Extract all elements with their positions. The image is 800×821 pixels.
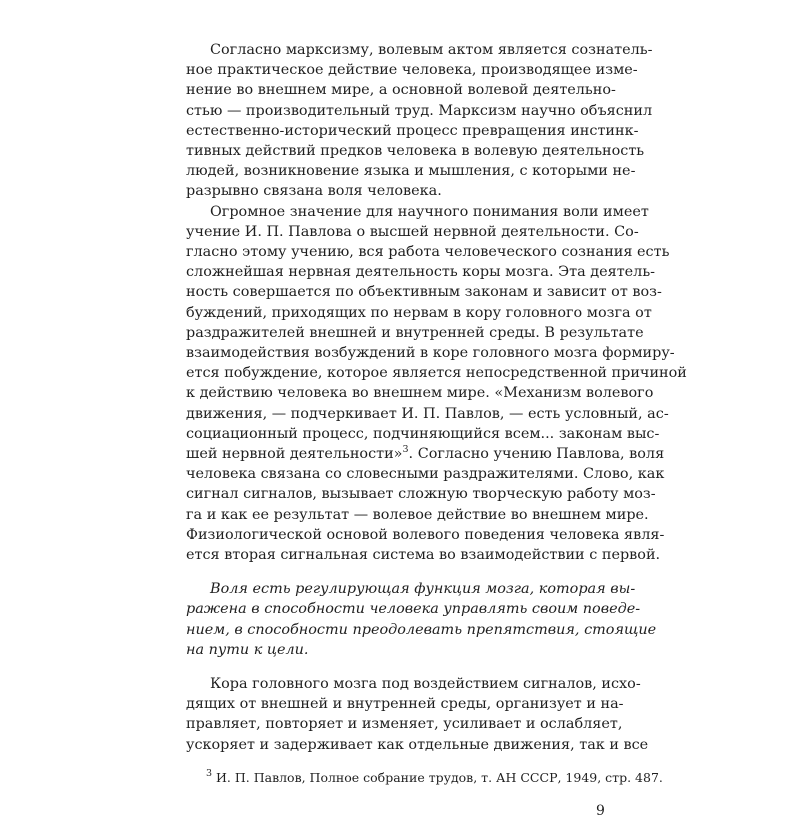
text-line	[186, 444, 665, 464]
text-line: к действию человека во внешнем мире. «Механизм волевого	[186, 385, 654, 402]
text-line: ускоряет и задерживает как отдельные движения, так и все	[186, 736, 649, 753]
text-line: ется побуждение, которое является непосредственной причиной	[186, 365, 687, 382]
text-line: сложнейшая нервная деятельность коры мозга. Эта деятель-	[186, 264, 656, 281]
page-number: 9	[596, 802, 605, 819]
text-line: людей, возникновение языка и мышления, с которыми не-	[186, 163, 636, 180]
text-line: социационный процесс, подчиняющийся всем... законам выс-	[186, 425, 660, 442]
text-line: гласно этому учению, вся работа человеческого сознания есть	[186, 244, 670, 260]
text-line: га и как ее результат — волевое действие во внешнем мире.	[186, 506, 649, 523]
footnote-reference[interactable]: 3	[402, 444, 409, 455]
footnote	[206, 769, 663, 787]
text-line: взаимодействия возбуждений в коре головного мозга формиру-	[186, 345, 675, 361]
text-line: тивных действий предков человека в волевую деятельность	[186, 143, 645, 159]
text-line: ное практическое действие человека, производящее изме-	[186, 62, 638, 79]
definition-line: Воля есть регулирующая функция мозга, которая вы-	[210, 581, 636, 598]
text-line: Согласно марксизму, волевым актом является сознатель-	[210, 42, 653, 58]
text-line: дящих от внешней и внутренней среды, организует и на-	[186, 696, 624, 713]
definition-line: на пути к цели.	[186, 641, 309, 658]
definition-line: ражена в способности человека управлять своим поведе-	[186, 601, 641, 618]
text-line: раздражителей внешней и внутренней среды. В результате	[186, 324, 644, 341]
text-line: стью — производительный труд. Марксизм научно объяснил	[186, 102, 653, 119]
text-line: ность совершается по объективным законам и зависит от воз-	[186, 284, 662, 301]
text-line: разрывно связана воля человека.	[186, 183, 442, 200]
text-line: Кора головного мозга под воздействием сигналов, исхо-	[210, 676, 641, 692]
text-fragment: шей нервной деятельности»	[186, 446, 403, 462]
text-fragment: . Согласно учению Павлова, воля	[408, 446, 665, 462]
footnote-mark: 3	[206, 767, 213, 779]
text-line: учение И. П. Павлова о высшей нервной деятельности. Со-	[186, 223, 639, 240]
text-line: естественно-исторический процесс превращения инстинк-	[186, 122, 639, 139]
text-line: сигнал сигналов, вызывает сложную творческую работу моз-	[186, 486, 656, 503]
footnote-text: И. П. Павлов, Полное собрание трудов, т. АН СССР, 1949, стр. 487.	[212, 769, 663, 785]
text-line: Огромное значение для научного понимания воли имеет	[210, 203, 649, 220]
text-line: нение во внешнем мире, а основной волевой деятельно-	[186, 82, 616, 99]
text-line: буждений, приходящих по нервам в кору головного мозга от	[186, 304, 652, 321]
definition-line: нием, в способности преодолевать препятствия, стоящие	[186, 621, 657, 638]
text-line: правляет, повторяет и изменяет, усиливает и ослабляет,	[186, 716, 623, 733]
text-line: человека связана со словесными раздражителями. Слово, как	[186, 466, 665, 483]
text-line: движения, — подчеркивает И. П. Павлов, — есть условный, ас-	[186, 405, 669, 422]
text-line: ется вторая сигнальная система во взаимодействии с первой.	[186, 547, 661, 563]
text-line: Физиологической основой волевого поведения человека явля-	[186, 526, 665, 543]
